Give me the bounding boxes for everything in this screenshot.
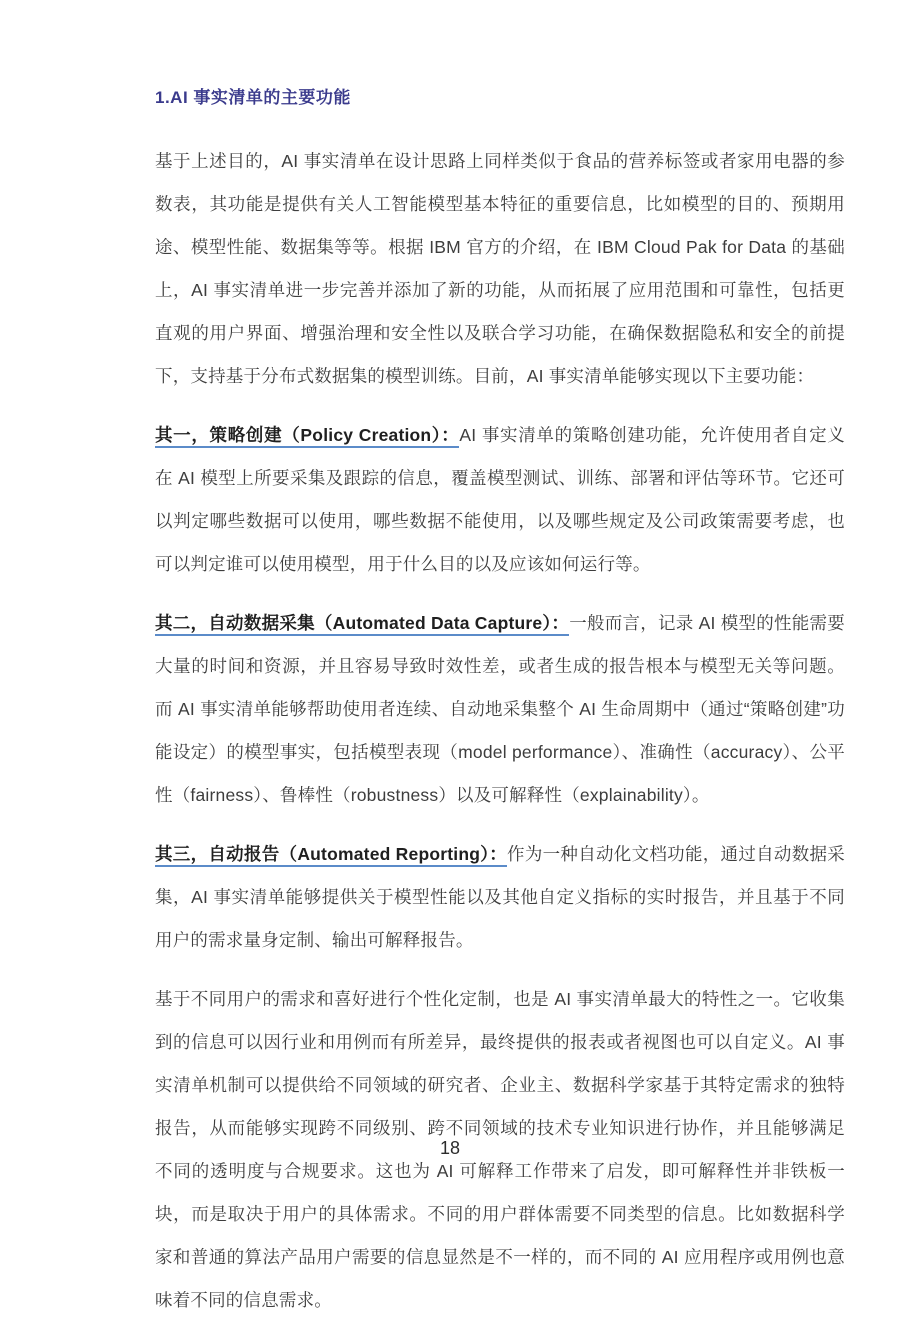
paragraph-body: AI 事实清单的策略创建功能，允许使用者自定义在 AI 模型上所要采集及跟踪的信息，覆盖模型测试、训练、部署和评估等环节。它还可以判定哪些数据可以使用，哪些数据不能使用，以及哪些规定及公司政策需要考虑，也可以判定谁可以使用模型，用于什么目的以及应该如何运行等。 (155, 425, 845, 574)
paragraph (155, 602, 845, 817)
paragraph-lead: 其三，自动报告（Automated Reporting）： (155, 844, 507, 867)
paragraph (155, 414, 845, 586)
paragraph (155, 140, 845, 398)
paragraph-body: 一般而言，记录 AI 模型的性能需要大量的时间和资源，并且容易导致时效性差，或者生成的报告根本与模型无关等问题。而 AI 事实清单能够帮助使用者连续、自动地采集整个 AI 生命周期中（通过“策略创建”功能设定）的模型事实，包括模型表现（model performance）、准确性（accuracy）、公平性（fairness）、鲁棒性（robustness）以及可解释性（explainability）。 (155, 613, 846, 805)
paragraph-body: 作为一种自动化文档功能，通过自动数据采集，AI 事实清单能够提供关于模型性能以及其他自定义指标的实时报告，并且基于不同用户的需求量身定制、输出可解释报告。 (155, 844, 845, 950)
section-heading: 1.AI 事实清单的主要功能 (155, 88, 351, 107)
paragraph-body: 基于上述目的，AI 事实清单在设计思路上同样类似于食品的营养标签或者家用电器的参数表，其功能是提供有关人工智能模型基本特征的重要信息，比如模型的目的、预期用途、模型性能、数据集等等。根据 IBM 官方的介绍，在 IBM Cloud Pak for Data 的基础上，AI 事实清单进一步完善并添加了新的功能，从而拓展了应用范围和可靠性，包括更直观的用户界面、增强治理和安全性以及联合学习功能，在确保数据隐私和安全的前提下，支持基于分布式数据集的模型训练。目前，AI 事实清单能够实现以下主要功能： (155, 151, 845, 386)
paragraph-lead: 其二，自动数据采集（Automated Data Capture）： (155, 613, 569, 636)
paragraph-lead: 其一，策略创建（Policy Creation）： (155, 425, 459, 448)
paragraph (155, 833, 845, 962)
page-number: 18 (439, 1138, 461, 1158)
paragraph-body: 基于不同用户的需求和喜好进行个性化定制，也是 AI 事实清单最大的特性之一。它收集到的信息可以因行业和用例而有所差异，最终提供的报表或者视图也可以自定义。AI 事实清单机制可以提供给不同领域的研究者、企业主、数据科学家基于其特定需求的独特报告，从而能够实现跨不同级别、跨不同领域的技术专业知识进行协作，并且能够满足不同的透明度与合规要求。这也为 AI 可解释工作带来了启发，即可解释性并非铁板一块，而是取决于用户的具体需求。不同的用户群体需要不同类型的信息。比如数据科学家和普通的算法产品用户需要的信息显然是不一样的，而不同的 AI 应用程序或用例也意味着不同的信息需求。 (155, 989, 845, 1310)
